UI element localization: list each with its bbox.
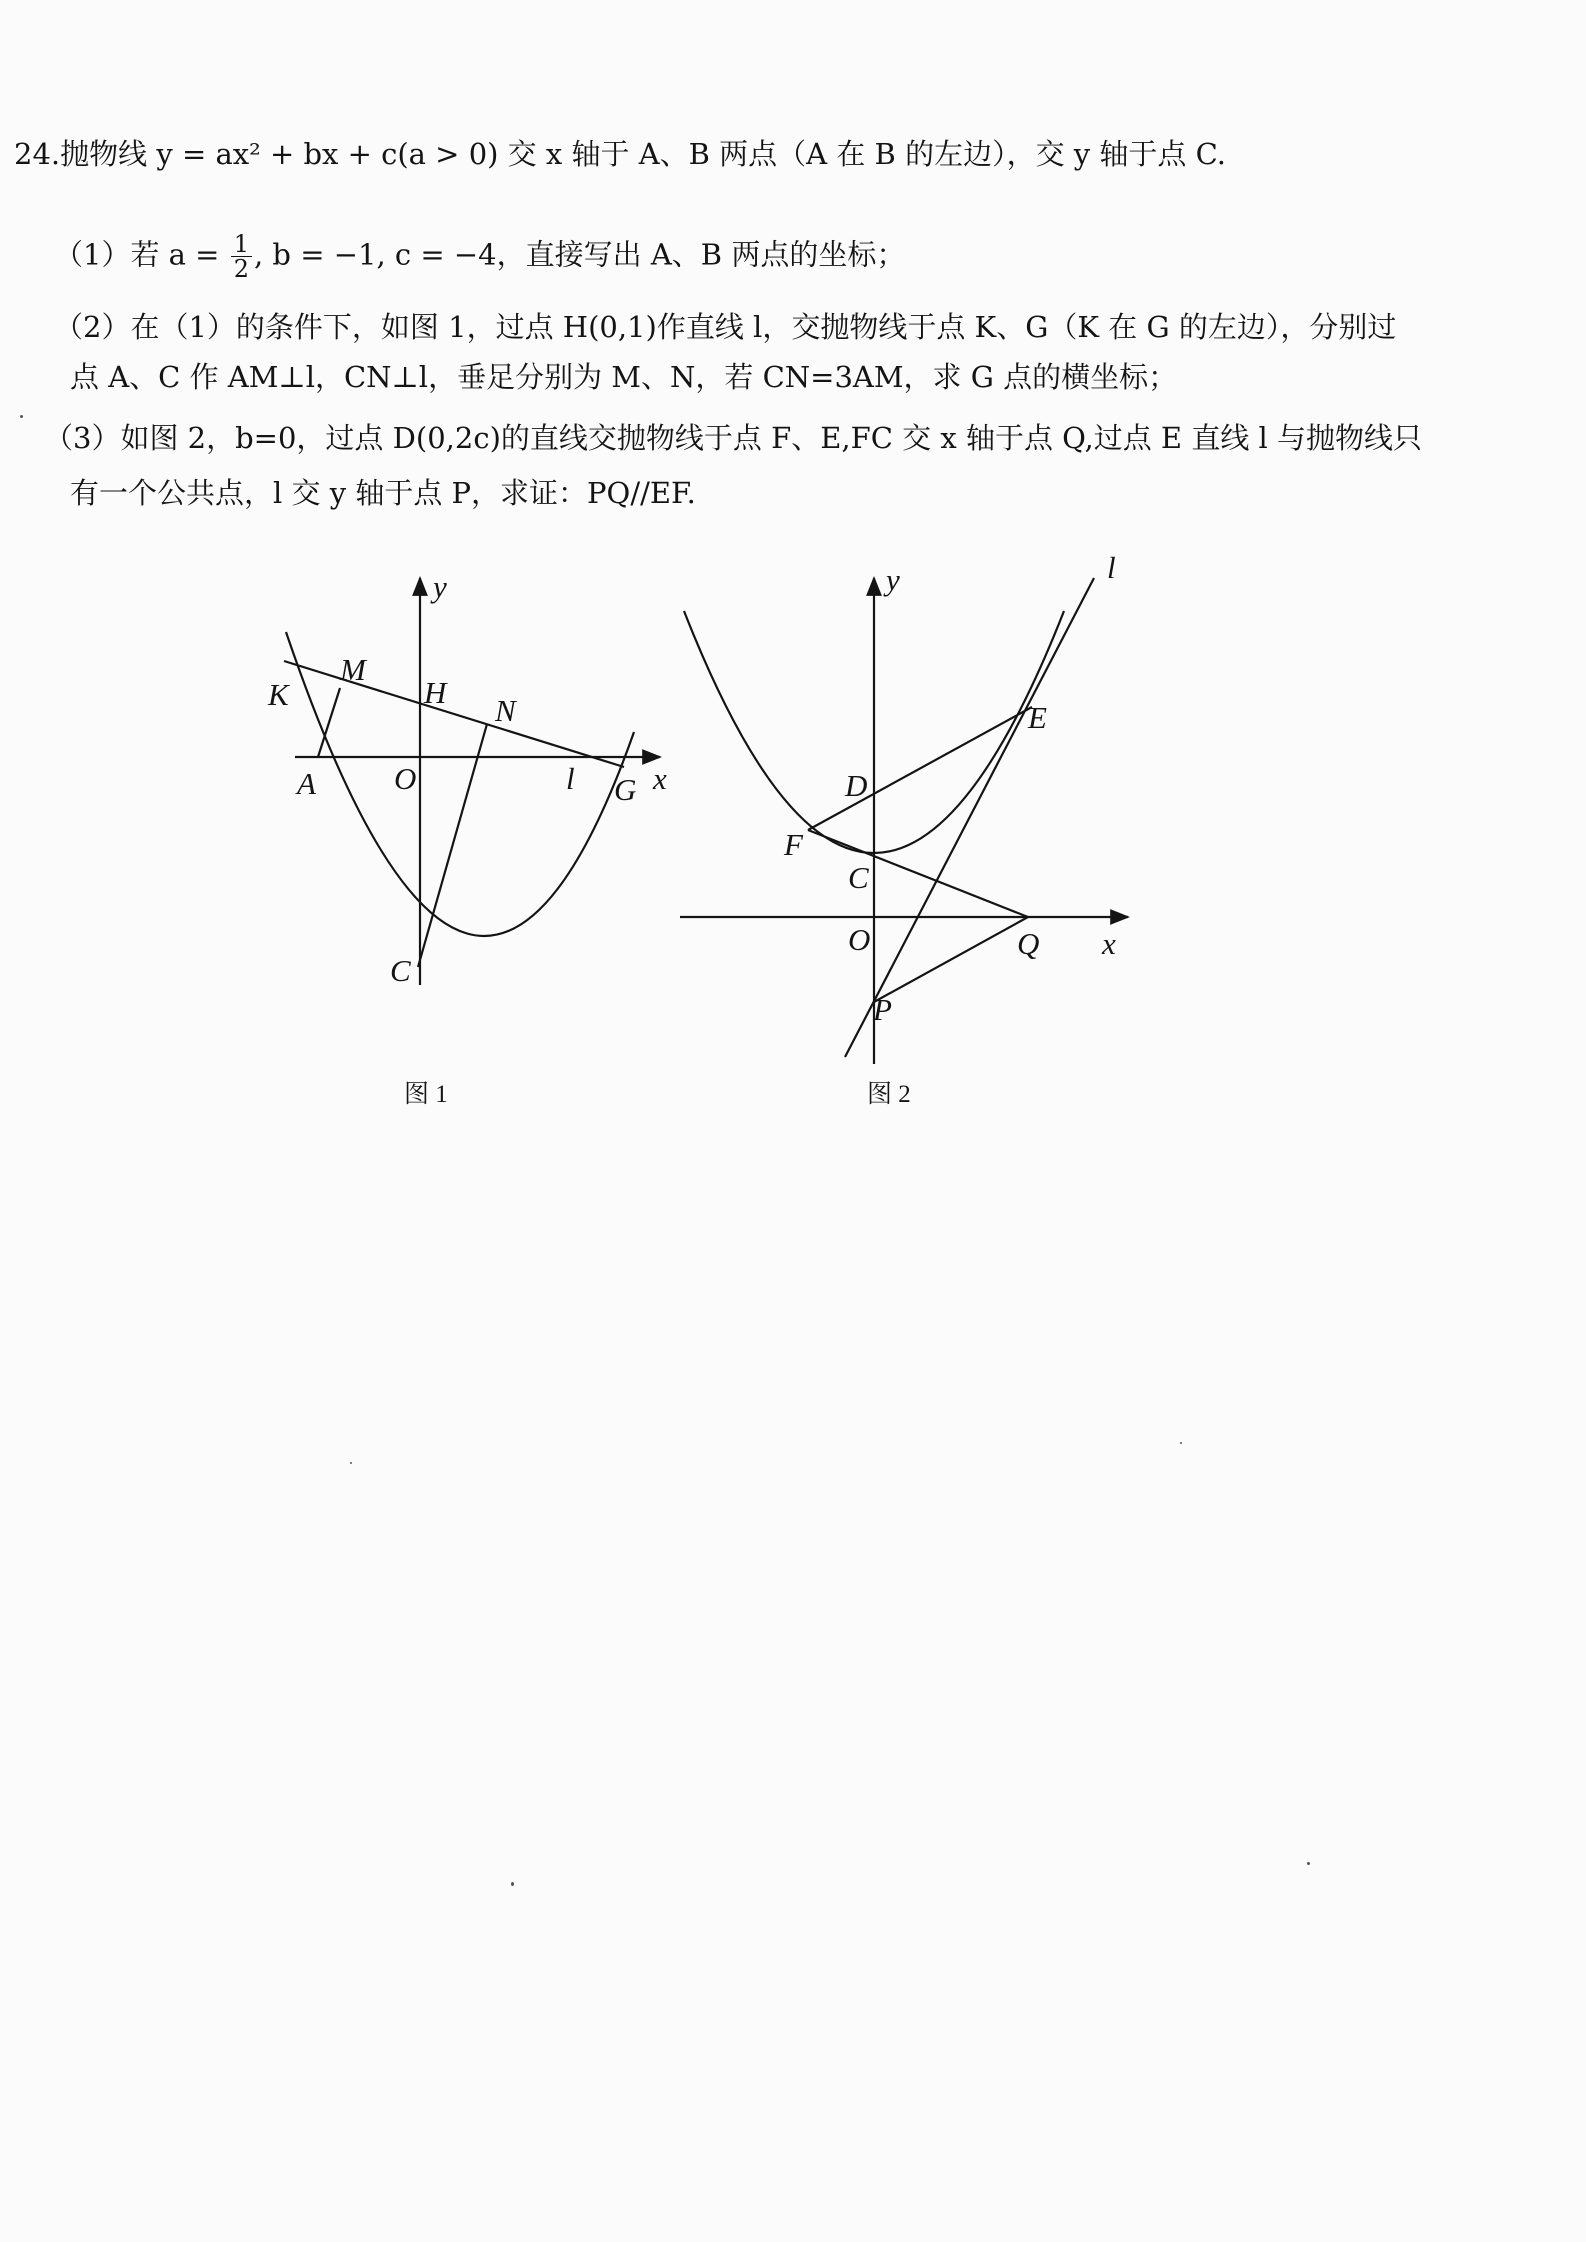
- fig2-label-l: l: [1107, 550, 1116, 585]
- fig2-label-f: F: [784, 827, 803, 862]
- fig1-caption: 图 1: [404, 1081, 448, 1108]
- fig1-line-l: [284, 661, 624, 767]
- fraction-denominator: 2: [233, 255, 249, 283]
- fig2-label-y: y: [886, 562, 900, 597]
- scan-speck: [511, 1882, 514, 1886]
- fig1-label-c: C: [390, 953, 411, 988]
- part-3-line-1: （3）如图 2，b=0，过点 D(0,2c)的直线交抛物线于点 F、E,FC 交 x 轴于点 Q,过点 E 直线 l 与抛物线只: [44, 421, 1423, 455]
- part-1-prefix: （1）若: [54, 237, 160, 272]
- problem-heading: 24.抛物线 y = ax² + bx + c(a > 0) 交 x 轴于 A、B 两点（A 在 B 的左边），交 y 轴于点 C.: [14, 137, 1226, 171]
- fig2-label-p: P: [873, 992, 892, 1027]
- part-3-line-2: 有一个公共点，l 交 y 轴于点 P，求证：PQ//EF.: [70, 476, 696, 510]
- figure-1: [284, 578, 660, 985]
- fraction-numerator: 1: [231, 232, 252, 257]
- fig1-label-y: y: [433, 569, 447, 604]
- fig2-line-pq: [874, 917, 1028, 1002]
- fig2-line-fq: [808, 830, 1028, 917]
- fig1-label-x: x: [653, 761, 667, 796]
- fig2-label-c: C: [848, 860, 869, 895]
- part-2-line-2: 点 A、C 作 AM⊥l，CN⊥l，垂足分别为 M、N，若 CN=3AM，求 G 点的横坐标；: [70, 360, 1178, 394]
- part-1-suffix: , b = −1, c = −4，直接写出 A、B 两点的坐标；: [253, 237, 906, 272]
- fig1-label-m: M: [340, 652, 366, 687]
- fig2-label-e: E: [1028, 700, 1047, 735]
- fig2-label-o: O: [848, 922, 871, 957]
- fig1-label-k: K: [268, 677, 289, 712]
- scan-speck: [1307, 1862, 1310, 1865]
- scan-speck: [20, 415, 23, 418]
- fig1-label-l: l: [566, 761, 575, 796]
- scan-speck: [1180, 1442, 1182, 1444]
- fig1-label-o: O: [394, 761, 417, 796]
- fig2-label-q: Q: [1017, 926, 1040, 961]
- fig1-label-n: N: [495, 693, 516, 728]
- fig1-label-g: G: [614, 772, 637, 807]
- fig1-label-h: H: [424, 675, 447, 710]
- part-1-a-lhs: a =: [168, 237, 220, 272]
- fig2-line-fe: [808, 707, 1032, 830]
- fig1-label-a: A: [297, 766, 316, 801]
- figure-2: [680, 578, 1128, 1064]
- fig1-segment-cn: [418, 724, 487, 967]
- fig2-label-x: x: [1102, 926, 1116, 961]
- part-2-line-1: （2）在（1）的条件下，如图 1，过点 H(0,1)作直线 l，交抛物线于点 K、G（K 在 G 的左边），分别过: [54, 310, 1397, 344]
- fig2-caption: 图 2: [867, 1081, 911, 1108]
- scan-speck: [350, 1462, 352, 1464]
- fig2-line-l: [845, 578, 1094, 1057]
- fig2-label-d: D: [845, 768, 868, 803]
